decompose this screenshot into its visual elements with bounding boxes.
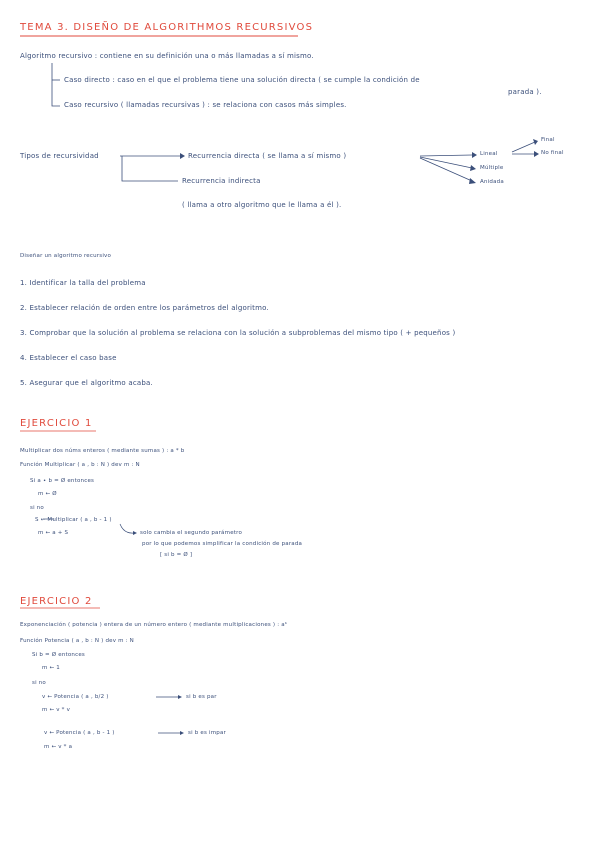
exercise-1-title: EJERCICIO 1 (20, 418, 93, 429)
exercise-2-title: EJERCICIO 2 (20, 596, 93, 607)
ex1-note: solo cambia el segundo parámetro (140, 530, 243, 536)
no-final-label: No final (541, 150, 564, 156)
ex1-line: Multiplicar dos núms enteros ( mediante sumas ) : a * b (20, 448, 185, 454)
design-step-3: 3. Comprobar que la solución al problema se relaciona con la solución a subproblemas del mismo tipo ( + pequeños ) (20, 329, 456, 337)
design-step-5: 5. Asegurar que el algoritmo acaba. (20, 379, 153, 387)
ex1-line: m ← Ø (38, 491, 57, 497)
ex2-line: v ← Potencia ( a , b/2 ) (42, 694, 109, 700)
design-step-2: 2. Establecer relación de orden entre los parámetros del algoritmo. (20, 304, 269, 312)
design-step-1: 1. Identificar la talla del problema (20, 279, 146, 287)
design-step-4: 4. Establecer el caso base (20, 354, 117, 362)
definition-main: Algoritmo recursivo : contiene en su definición una o más llamadas a sí mismo. (20, 52, 314, 60)
multiple-label: Múltiple (480, 165, 504, 171)
anidada-label: Anidada (480, 179, 504, 185)
ex2-note: si b es impar (188, 730, 226, 736)
ex2-line: m ← v * a (44, 744, 73, 750)
direct-case-cont: parada ). (508, 88, 542, 96)
ex2-line: m ← 1 (42, 665, 60, 671)
ex1-note: por lo que podemos simplificar la condición de parada (142, 541, 303, 547)
ex1-line: si no (30, 505, 44, 511)
page-title: TEMA 3. DISEÑO DE ALGORITHMOS RECURSIVOS (20, 22, 314, 33)
ex2-line: Función Potencia ( a , b : N ) dev m : N (20, 638, 134, 644)
types-label: Tipos de recursividad (20, 152, 99, 160)
indirect-note: ( llama a otro algoritmo que le llama a él ). (182, 201, 342, 209)
recursive-case: Caso recursivo ( llamadas recursivas ) : se relaciona con casos más simples. (64, 101, 347, 109)
ex2-line: Exponenciación ( potencia ) entera de un número entero ( mediante multiplicaciones ) : aᵇ (20, 622, 288, 628)
ex2-line: Si b = Ø entonces (32, 652, 85, 658)
ex2-line: si no (32, 680, 46, 686)
ex1-line: S ← Multiplicar ( a , b - 1 ) (35, 517, 112, 523)
direct-recursion: Recurrencia directa ( se llama a sí mismo ) (188, 152, 347, 160)
ex2-line: m ← v * v (42, 707, 71, 713)
ex1-line: m ← a + S (38, 530, 69, 536)
ex1-line: Si a ∙ b = Ø entonces (30, 478, 95, 484)
ex1-note: [ si b = Ø ] (160, 552, 193, 558)
indirect-recursion: Recurrencia indirecta (182, 177, 261, 185)
design-heading: Diseñar un algoritmo recursivo (20, 253, 112, 259)
ex2-line: v ← Potencia ( a , b - 1 ) (44, 730, 115, 736)
ex1-line: Función Multiplicar ( a , b : N ) dev m : N (20, 462, 140, 468)
direct-case: Caso directo : caso en el que el problema tiene una solución directa ( se cumple la condición de (64, 76, 420, 84)
ex2-note: si b es par (186, 694, 217, 700)
lineal-label: Lineal (480, 151, 498, 157)
final-label: Final (541, 137, 555, 143)
